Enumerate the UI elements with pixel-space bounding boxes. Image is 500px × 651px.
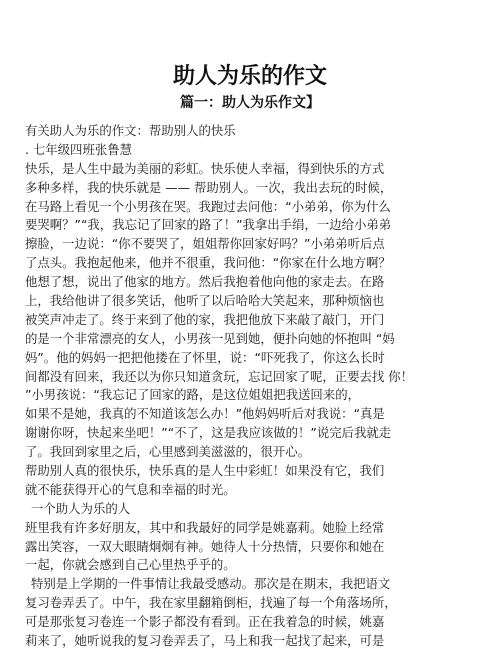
document-title: 助人为乐的作文: [172, 63, 327, 89]
text-line: 班里我有许多好朋友，其中和我最好的同学是姚嘉莉。她脸上经常: [25, 519, 385, 535]
text-line: 间都没有回来，我还以为你只知道贪玩，忘记回家了呢，正要去找 你！: [25, 368, 414, 384]
text-line: 他想了想，说出了他家的地方。然后我抱着他向他的家走去。在路: [25, 274, 385, 290]
text-line: 擦脸，一边说：“你不要哭了，姐姐帮你回家好吗？”小弟弟听后点: [25, 236, 385, 252]
text-line: 特别是上学期的一件事情让我最受感动。那次是在期末，我把语文: [31, 576, 391, 592]
text-line: 就不能获得开心的气息和幸福的时光。: [25, 481, 236, 497]
text-line: 了。我回到家里之后，心里感到美滋滋的，很开心。: [25, 444, 310, 460]
text-line: 如果不是她，我真的不知道该怎么办！”他妈妈听后对我说：“真是: [25, 406, 385, 422]
text-line: 被笑声冲走了。终于来到了他的家，我把他放下来敲了敲门，开门: [25, 311, 385, 327]
text-line: 有关助人为乐的作文：帮助别人的快乐: [25, 123, 236, 138]
text-line: 要哭啊？”“我，我忘记了回家的路了！”我拿出手绢，一边给小弟弟: [25, 217, 392, 233]
text-line: 多种多样，我的快乐就是 —— 帮助别人。一次，我出去玩的时候，: [25, 179, 393, 195]
text-line: ”小男孩说：“我忘记了回家的路，是这位姐姐把我送回来的，: [25, 387, 360, 403]
text-line: 上，我给他讲了很多笑话，他听了以后哈哈大笑起来，那种烦恼也: [25, 293, 385, 309]
text-line: 一起，你就会感到自己心里热乎乎的。: [25, 557, 236, 573]
text-line: 了点头。我抱起他来，他并不很重，我问他：“你家在什么地方啊？: [25, 255, 391, 271]
section-heading: 篇一：助人为乐作文】: [180, 95, 320, 111]
text-line: 复习卷弄丢了。中午，我在家里翻箱倒柜，找遍了每一个角落场所，: [25, 595, 397, 611]
text-line: 在马路上看见一个小男孩在哭。我跑过去问他：“小弟弟，你为什么: [25, 198, 391, 214]
text-line: 谢谢你呀，快起来坐吧！”“不了，这是我应该做的！”说完后我就走: [25, 425, 392, 441]
text-line: . 七年级四班张鲁慧: [25, 141, 133, 157]
text-line: 帮助别人真的很快乐，快乐真的是人生中彩虹！如果没有它，我们: [25, 463, 385, 479]
text-line: 莉来了，她听说我的复习卷弄丢了，马上和我一起找了起来，可是: [25, 633, 385, 649]
text-line: 妈”。他的妈妈一把把他搂在了怀里，说：“吓死我了，你这么长时: [25, 349, 385, 365]
document-body: [25, 122, 495, 651]
text-line: 的是一个非常漂亮的女人，小男孩一见到她，便扑向她的怀抱叫 “妈: [25, 330, 395, 346]
text-line: 可是那张复习卷连一个影子都没有看到。正在我着急的时候，姚嘉: [25, 614, 385, 630]
text-line: 快乐，是人生中最为美丽的彩虹。快乐使人幸福，得到快乐的方式: [25, 160, 385, 176]
text-line: 露出笑容，一双大眼睛炯炯有神。她待人十分热情，只要你和她在: [25, 538, 385, 554]
subheading-line: 一个助人为乐的人: [31, 500, 131, 516]
